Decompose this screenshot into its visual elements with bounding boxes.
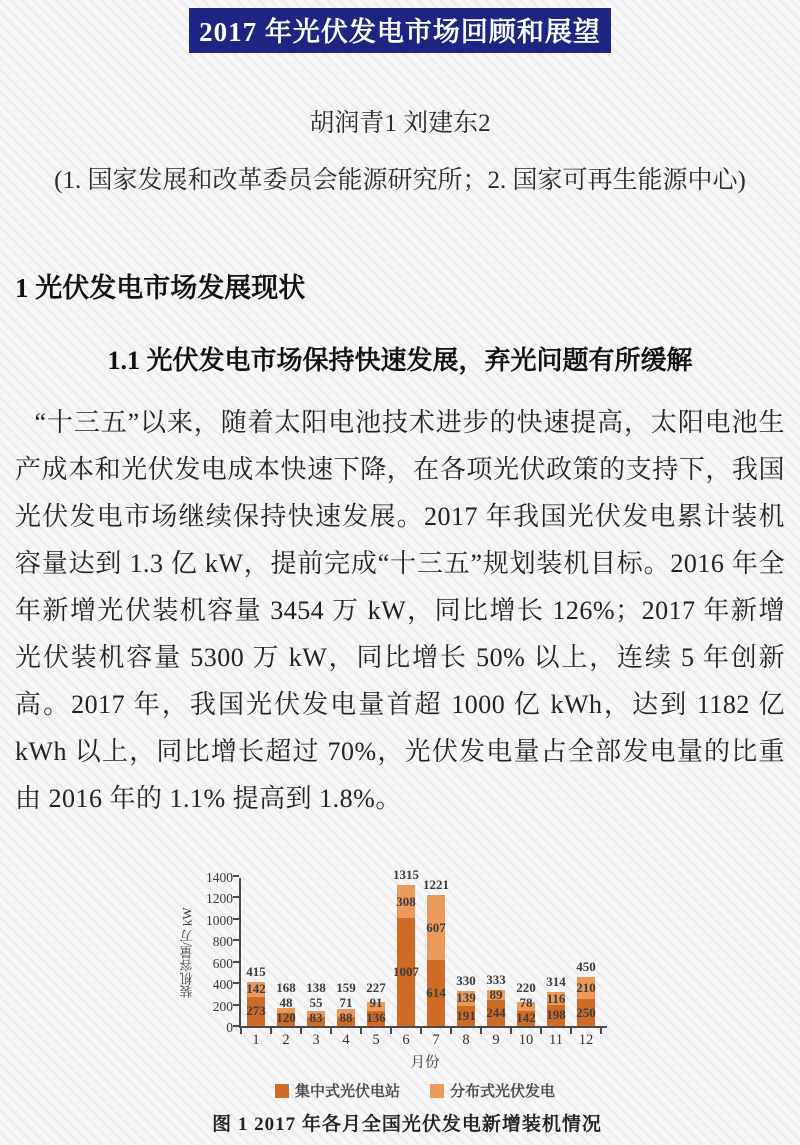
bar-label-distributed: 116: [546, 990, 566, 1006]
title-row: [15, 8, 785, 53]
y-tick-mark: [233, 896, 239, 898]
chart-area: [177, 867, 623, 1035]
bar-label-total: 450: [576, 958, 596, 974]
y-tick-label: 1200: [206, 891, 233, 907]
bar-label-distributed: 210: [576, 979, 596, 995]
x-tick-label: 9: [492, 1032, 500, 1048]
bar-label-distributed: 139: [456, 990, 476, 1006]
x-tick-label: 7: [432, 1032, 440, 1048]
y-tick-label: 1000: [206, 912, 233, 928]
y-tick-label: 0: [226, 1020, 233, 1035]
section-1-heading: 1 光伏发电市场发展现状: [15, 273, 306, 303]
y-tick-label: 600: [212, 955, 233, 971]
y-tick-mark: [233, 939, 239, 941]
x-tick-label: 4: [342, 1032, 350, 1048]
bar-label-distributed: 91: [369, 995, 383, 1010]
bar-label-distributed: 89: [489, 987, 503, 1003]
y-tick-mark: [233, 1025, 239, 1027]
bar-label-centralized: 120: [276, 1010, 296, 1025]
bar-label-centralized: 83: [309, 1010, 323, 1025]
y-tick-mark: [233, 961, 239, 963]
bar-label-total: 159: [336, 980, 356, 995]
bar-label-total: 138: [306, 980, 326, 995]
legend-label: 集中式光伏电站: [294, 1084, 400, 1100]
y-tick-label: 200: [212, 998, 233, 1014]
authors-line: 胡润青1 刘建东2: [309, 110, 491, 137]
bar-label-total: 314: [546, 974, 566, 990]
bar-label-distributed: 55: [309, 995, 323, 1010]
x-tick-label: 2: [282, 1032, 290, 1048]
chart-y-axis-label: 装机容量/万 kW: [179, 907, 195, 999]
bar-label-total: 220: [516, 980, 536, 995]
chart-plot: [239, 867, 607, 1028]
bar-label-centralized: 614: [426, 985, 446, 1001]
figure-1: [177, 867, 623, 1136]
bar-label-centralized: 191: [456, 1007, 476, 1023]
bar-label-centralized: 88: [339, 1010, 353, 1025]
bar-label-total: 415: [246, 963, 266, 979]
bar-label-distributed: 78: [519, 995, 533, 1010]
bar-label-distributed: 308: [396, 893, 416, 909]
bar-label-centralized: 244: [486, 1004, 506, 1020]
legend-swatch: [430, 1084, 444, 1098]
legend-item: [275, 1080, 400, 1101]
bar-label-total: 227: [366, 980, 386, 995]
bar-label-centralized: 198: [546, 1007, 566, 1023]
bar-label-total: 1315: [393, 867, 419, 883]
x-tick-label: 12: [578, 1032, 594, 1048]
bar-label-centralized: 273: [246, 1003, 266, 1019]
page-title: 2017 年光伏发电市场回顾和展望: [189, 8, 611, 53]
bar-label-distributed: 142: [246, 981, 266, 997]
x-tick-label: 8: [462, 1032, 470, 1048]
bar-label-total: 333: [486, 972, 506, 988]
figure-caption: 图 1 2017 年各月全国光伏发电新增装机情况: [212, 1114, 602, 1135]
bar-label-total: 168: [276, 980, 296, 995]
chart-x-axis-label: 月份: [410, 1055, 440, 1071]
x-tick-label: 5: [372, 1032, 380, 1048]
x-tick-label: 6: [402, 1032, 410, 1048]
bar-label-total: 330: [456, 972, 476, 988]
bar-label-centralized: 1007: [393, 964, 419, 980]
bar-label-centralized: 136: [366, 1010, 386, 1025]
x-tick-label: 1: [252, 1032, 260, 1048]
bar-label-distributed: 607: [426, 919, 446, 935]
section-1-1-heading: 1.1 光伏发电市场保持快速发展，弃光问题有所缓解: [107, 346, 693, 375]
body-paragraph: “十三五”以来，随着太阳电池技术进步的快速提高，太阳电池生产成本和光伏发电成本快速下降，在各项光伏政策的支持下，我国光伏发电市场继续保持快速发展。2017 年我国光伏发电累计装机容量达到 1.3 亿 kW，提前完成“十三五”规划装机目标。2016 年全年新增光伏装机容量 3454 万 kW，同比增长 126%；2017 年新增光伏装机容量 5300 万 kW，同比增长 50% 以上，连续 5 年创新高。2017 年，我国光伏发电量首超 1000 亿 kWh，达到 1182 亿 kWh 以上，同比增长超过 70%，光伏发电量占全部发电量的比重由 2016 年的 1.1% 提高到 1.8%。: [15, 408, 785, 813]
affiliation-line: (1. 国家发展和改革委员会能源研究所；2. 国家可再生能源中心): [54, 167, 746, 194]
chart-x-ticks: [241, 1028, 609, 1048]
y-tick-label: 1400: [206, 870, 233, 885]
bar-label-distributed: 48: [279, 995, 293, 1010]
bar-label-centralized: 142: [516, 1010, 536, 1025]
legend-label: 分布式光伏发电: [450, 1084, 556, 1100]
y-tick-label: 800: [212, 934, 233, 950]
y-tick-mark: [233, 918, 239, 920]
legend-swatch: [275, 1084, 289, 1098]
chart-legend: [207, 1080, 623, 1101]
x-tick-label: 10: [518, 1032, 534, 1048]
bar-label-centralized: 250: [576, 1004, 596, 1020]
legend-item: [430, 1080, 555, 1101]
y-tick-mark: [233, 875, 239, 877]
x-tick-label: 11: [549, 1032, 563, 1048]
x-tick-label: 3: [312, 1032, 320, 1048]
bar-label-distributed: 71: [339, 995, 353, 1010]
y-tick-label: 400: [212, 977, 233, 993]
bar-label-total: 1221: [423, 877, 449, 893]
